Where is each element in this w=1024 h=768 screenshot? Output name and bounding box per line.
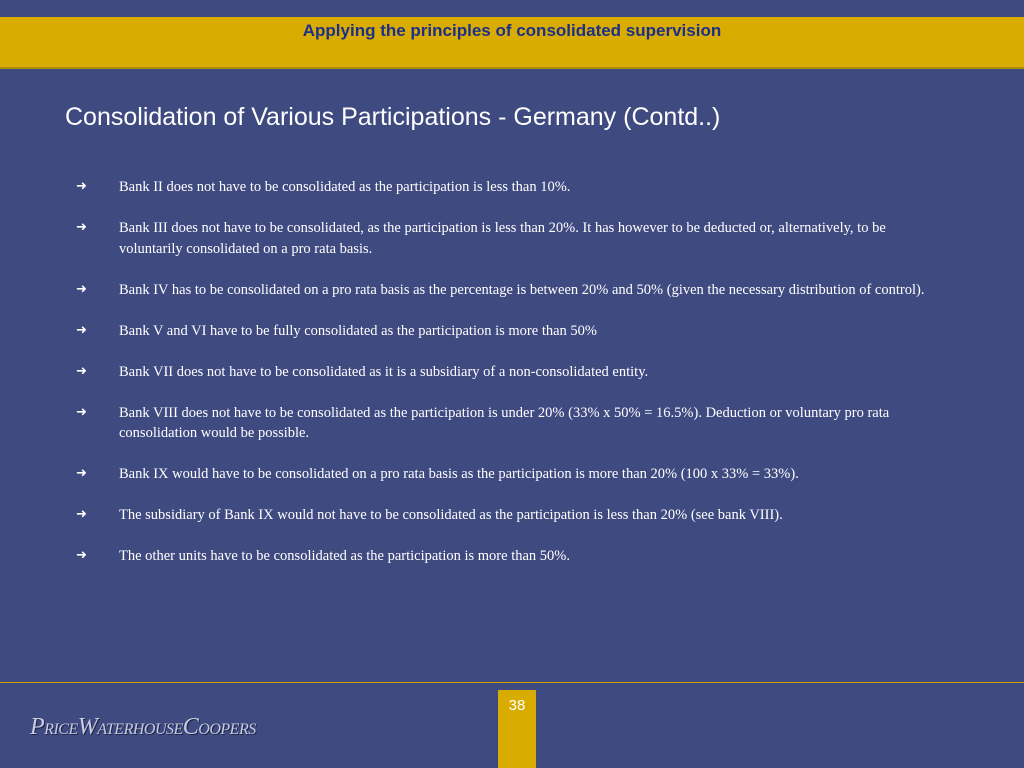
arrow-bullet-icon: ➜ [76,466,87,481]
bullet-item [76,546,936,567]
arrow-bullet-icon: ➜ [76,363,87,379]
bullet-item [76,321,936,342]
arrow-bullet-icon: ➜ [76,322,87,338]
arrow-bullet-icon: ➜ [76,281,87,297]
bullet-item [76,362,936,383]
slide-title: Consolidation of Various Participations - Germany (Contd..) [65,103,721,131]
bullet-text: Bank II does not have to be consolidated as the participation is less than 10%. [119,179,571,195]
arrow-bullet-icon: ➜ [76,220,87,235]
pricewaterhousecoopers-logo: PRICEWATERHOUSECOOPERS [30,714,256,740]
arrow-bullet-icon: ➜ [76,179,87,194]
bullet-list [76,177,936,587]
arrow-bullet-icon: ➜ [76,507,87,522]
bullet-text: Bank VII does not have to be consolidated as it is a subsidiary of a non-consolidated entity. [119,363,649,380]
bullet-text: Bank IV has to be consolidated on a pro rata basis as the percentage is between 20% and 50% (given the necessary distribution of control). [119,281,925,298]
page-number-tab [498,690,536,768]
bullet-item [76,280,936,301]
header-title [0,0,1024,66]
arrow-bullet-icon: ➜ [76,548,87,563]
header-title-text: Applying the principles of consolidated supervision [302,21,722,40]
bullet-item [76,505,936,526]
bullet-text: Bank VIII does not have to be consolidated as the participation is under 20% (33% x 50% = 16.5%). Deduction or voluntary pro rata consolidation would be possible. [119,404,890,441]
bullet-text: The subsidiary of Bank IX would not have to be consolidated as the participation is less than 20% (see bank VIII). [119,507,783,523]
bullet-text: Bank V and VI have to be fully consolidated as the participation is more than 50% [119,322,597,339]
bullet-text: Bank IX would have to be consolidated on a pro rata basis as the participation is more than 20% (100 x 33% = 33%). [119,466,799,482]
bullet-item [76,177,936,198]
bullet-item [76,218,936,259]
bullet-text: The other units have to be consolidated as the participation is more than 50%. [119,548,570,564]
bullet-text: Bank III does not have to be consolidated, as the participation is less than 20%. It has however to be deducted or, alternatively, to be voluntarily consolidated on a pro rata basis. [119,220,886,257]
bullet-item [76,403,936,444]
bullet-item [76,464,936,485]
footer-divider [0,682,1024,683]
page-number: 38 [508,697,526,714]
arrow-bullet-icon: ➜ [76,404,87,420]
